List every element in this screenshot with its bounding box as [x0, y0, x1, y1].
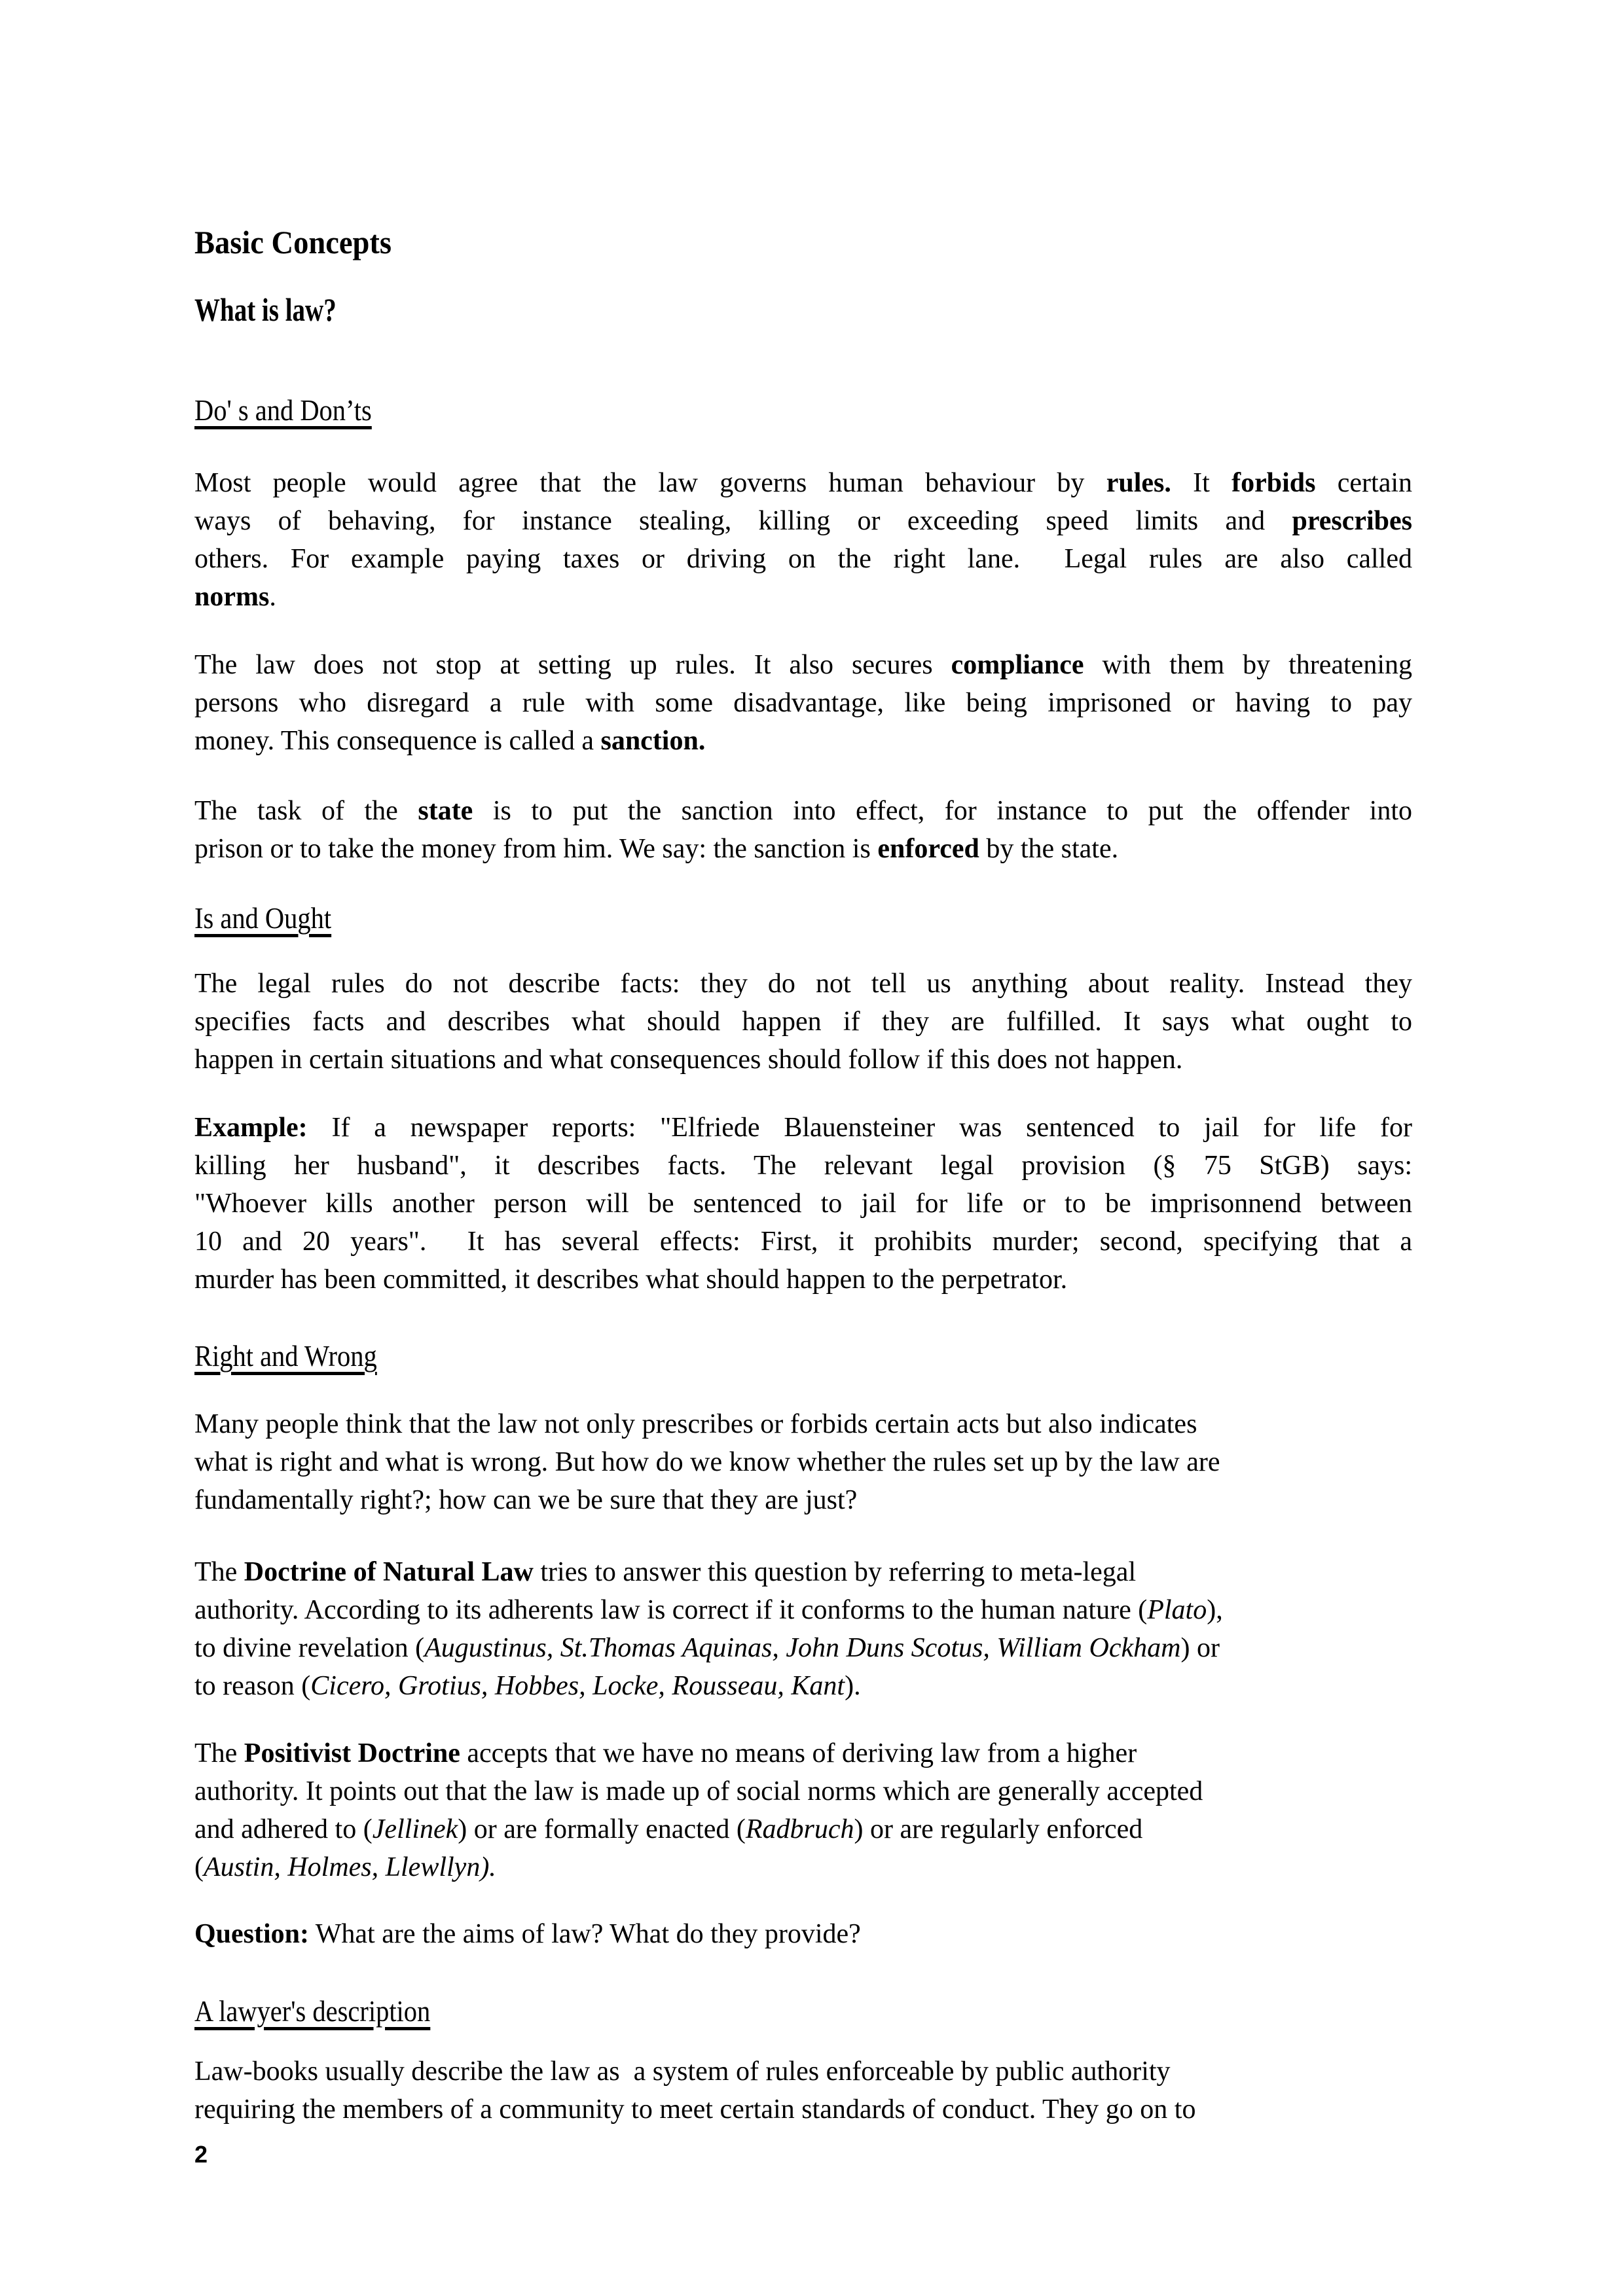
text-line: (Austin, Holmes, Llewllyn). [194, 1852, 496, 1882]
document-title [194, 223, 1412, 262]
section-heading-is-and-ought [194, 899, 1412, 937]
section-heading-text: Do' s and Don’ts [194, 393, 372, 427]
text-line: to reason (Cicero, Grotius, Hobbes, Locke, Rousseau, Kant). [194, 1671, 861, 1701]
paragraph-many-people [194, 1405, 1412, 1519]
text-line: ways of behaving, for instance stealing, killing or exceeding speed limits and prescribes [194, 506, 1412, 536]
text-line: norms. [194, 582, 276, 612]
text-line: The Doctrine of Natural Law tries to answer this question by referring to meta-legal [194, 1557, 1137, 1587]
text-line: Law-books usually describe the law as a system of rules enforceable by public authority [194, 2056, 1171, 2087]
paragraph-rules [194, 464, 1412, 616]
text-line: The law does not stop at setting up rules. It also secures compliance with them by threatening [194, 650, 1412, 680]
text-line: specifies facts and describes what should happen if they are fulfilled. It says what ought to [194, 1007, 1412, 1037]
text-line: happen in certain situations and what consequences should follow if this does not happen. [194, 1045, 1183, 1075]
text-line: prison or to take the money from him. We say: the sanction is enforced by the state. [194, 834, 1119, 864]
document-subtitle [194, 290, 1412, 329]
section-heading-right-and-wrong [194, 1337, 1412, 1375]
paragraph-lawbooks [194, 2053, 1412, 2128]
text-line: to divine revelation (Augustinus, St.Thomas Aquinas, John Duns Scotus, William Ockham) or [194, 1633, 1220, 1663]
paragraph-natural-law [194, 1553, 1412, 1705]
text-line: Example: If a newspaper reports: "Elfriede Blauensteiner was sentenced to jail for life for [194, 1113, 1412, 1143]
text-line: what is right and what is wrong. But how do we know whether the rules set up by the law are [194, 1447, 1220, 1477]
text-line: 10 and 20 years". It has several effects: First, it prohibits murder; second, specifying that a [194, 1227, 1412, 1257]
text-line: "Whoever kills another person will be sentenced to jail for life or to be imprisonnend between [194, 1189, 1412, 1219]
document-content [194, 0, 1412, 2169]
text-line: fundamentally right?; how can we be sure that they are just? [194, 1485, 858, 1515]
text-line: Many people think that the law not only prescribes or forbids certain acts but also indicates [194, 1409, 1197, 1439]
section-heading-lawyers-description [194, 1992, 1412, 2030]
text-line: others. For example paying taxes or driving on the right lane. Legal rules are also called [194, 544, 1412, 574]
paragraph-question [194, 1915, 1412, 1953]
section-heading-text: A lawyer's description [194, 1994, 431, 2028]
text-line: Question: What are the aims of law? What do they provide? [194, 1919, 861, 1949]
text-line: money. This consequence is called a sanction. [194, 726, 706, 756]
document-title-text: Basic Concepts [194, 224, 392, 260]
text-line: authority. It points out that the law is made up of social norms which are generally accepted [194, 1776, 1203, 1806]
text-line: The legal rules do not describe facts: they do not tell us anything about reality. Instead they [194, 969, 1412, 999]
text-line: Most people would agree that the law governs human behaviour by rules. It forbids certain [194, 468, 1413, 498]
text-line: authority. According to its adherents law is correct if it conforms to the human nature (Plato), [194, 1595, 1223, 1625]
paragraph-compliance [194, 646, 1412, 760]
text-line: The task of the state is to put the sanction into effect, for instance to put the offender into [194, 796, 1413, 826]
paragraph-legal-rules [194, 965, 1412, 1079]
section-heading-dos-and-donts [194, 391, 1412, 429]
text-line: and adhered to (Jellinek) or are formally enacted (Radbruch) or are regularly enforced [194, 1814, 1143, 1844]
text-line: killing her husband", it describes facts. The relevant legal provision (§ 75 StGB) says: [194, 1151, 1412, 1181]
text-line: requiring the members of a community to meet certain standards of conduct. They go on to [194, 2094, 1196, 2125]
text-line: murder has been committed, it describes what should happen to the perpetrator. [194, 1265, 1068, 1295]
paragraph-positivist [194, 1734, 1412, 1886]
page-number: 2 [194, 2141, 208, 2168]
paragraph-example [194, 1109, 1412, 1299]
section-heading-text: Right and Wrong [194, 1339, 377, 1372]
text-line: persons who disregard a rule with some disadvantage, like being imprisoned or having to pay [194, 688, 1412, 718]
document-subtitle-text: What is law? [194, 291, 337, 328]
text-line: The Positivist Doctrine accepts that we have no means of deriving law from a higher [194, 1738, 1137, 1768]
paragraph-state [194, 792, 1412, 868]
section-heading-text: Is and Ought [194, 901, 332, 935]
